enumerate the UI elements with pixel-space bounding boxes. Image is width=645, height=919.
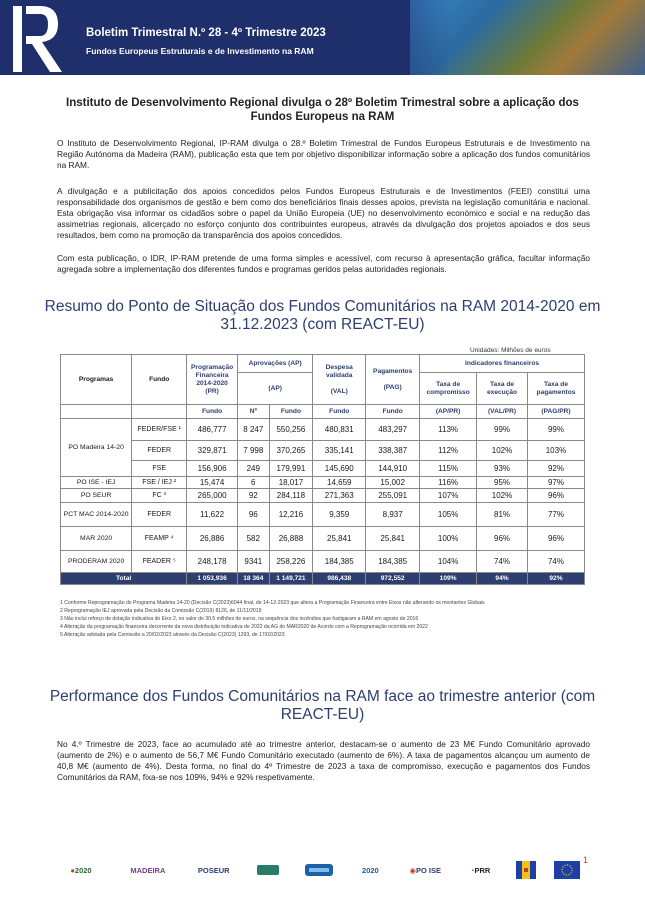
value-cell: 12,216 xyxy=(269,503,313,527)
value-cell: 338,387 xyxy=(366,441,420,461)
value-cell: 335,141 xyxy=(313,441,366,461)
fund-cell: FEADER ⁵ xyxy=(132,551,187,573)
bulletin-subtitle: Fundos Europeus Estruturais e de Investimento na RAM xyxy=(86,46,314,56)
program-cell: MAR 2020 xyxy=(61,527,132,551)
prr-logo-icon: ◔ PRR xyxy=(469,865,491,875)
table-row xyxy=(61,461,585,477)
value-cell: 248,178 xyxy=(187,551,238,573)
footnote: 4 Alteração da programação financeira decorrente da nova distribuição indicativa de 2022 da AG do MAR2020 de Acordo com a Reprogramação ocorrida em 2022 xyxy=(60,624,428,630)
value-cell: 11,622 xyxy=(187,503,238,527)
value-cell: 8 247 xyxy=(238,419,270,441)
table-total-row: Total 1 053,936 18 364 1 149,721 986,438 972,552 109% 94% 92% xyxy=(61,573,585,585)
col-fundo: Fundo xyxy=(132,355,187,405)
proderam-logo-icon xyxy=(302,860,336,880)
value-cell: 9,359 xyxy=(313,503,366,527)
value-cell: 25,841 xyxy=(366,527,420,551)
value-cell: 95% xyxy=(477,477,528,489)
poseur-logo-icon: POSEUR xyxy=(197,865,230,875)
value-cell: 104% xyxy=(420,551,477,573)
col-indicadores: Indicadores financeiros xyxy=(420,355,585,373)
value-cell: 115% xyxy=(420,461,477,477)
fund-cell: FEDER xyxy=(132,441,187,461)
footnote: 1 Conforme Reprogramação do Programa Madeira 14-20 (Decisão C(2023)6044 final, de 14-12-2023 que altera a Programação Financeira entre Eixos não alterando os montantes Globais xyxy=(60,600,485,606)
value-cell: 74% xyxy=(477,551,528,573)
value-cell: 26,888 xyxy=(269,527,313,551)
col-programacao: Programação Financeira 2014-2020 (PR) xyxy=(187,355,238,405)
value-cell: 96% xyxy=(527,527,584,551)
units-label: Unidades: Milhões de euros xyxy=(470,347,551,354)
value-cell: 96% xyxy=(527,489,584,503)
value-cell: 184,385 xyxy=(313,551,366,573)
program-cell: PRODERAM 2020 xyxy=(61,551,132,573)
value-cell: 103% xyxy=(527,441,584,461)
header-banner xyxy=(0,0,645,75)
value-cell: 92 xyxy=(238,489,270,503)
footnote: 5 Alteração adotada pela Comissão a 20/02/2023 através da Decisão C(2023) 1293, de 17/02/2023 xyxy=(60,632,285,638)
value-cell: 107% xyxy=(420,489,477,503)
page-number: 1 xyxy=(583,855,589,865)
value-cell: 156,906 xyxy=(187,461,238,477)
value-cell: 7 998 xyxy=(238,441,270,461)
value-cell: 271,363 xyxy=(313,489,366,503)
programme-logo-icon xyxy=(251,860,285,880)
value-cell: 370,265 xyxy=(269,441,313,461)
value-cell: 100% xyxy=(420,527,477,551)
fund-cell: FSE xyxy=(132,461,187,477)
fund-cell: FSE / IEJ ² xyxy=(132,477,187,489)
table-row xyxy=(61,477,585,489)
col-aprovacoes-sub: (AP) xyxy=(238,373,313,405)
value-cell: 486,777 xyxy=(187,419,238,441)
value-cell: 102% xyxy=(477,489,528,503)
table-row xyxy=(61,551,585,573)
table-row xyxy=(61,503,585,527)
footnote: 2 Reprogramação IEJ aprovada pela Decisão da Comissão C(2019) 8126, de 11/11/2019 xyxy=(60,608,262,614)
value-cell: 25,841 xyxy=(313,527,366,551)
footer-logos xyxy=(60,857,580,883)
program-cell: PO Madeira 14-20 xyxy=(61,419,132,477)
madeira-flag-icon xyxy=(515,860,537,880)
value-cell: 284,118 xyxy=(269,489,313,503)
value-cell: 97% xyxy=(527,477,584,489)
program-cell: PO SEUR xyxy=(61,489,132,503)
table-row xyxy=(61,419,585,441)
value-cell: 9341 xyxy=(238,551,270,573)
col-pagamentos: Pagamentos (PAG) xyxy=(366,355,420,405)
eu-flag-icon xyxy=(554,860,580,880)
page-title: Instituto de Desenvolvimento Regional divulga o 28º Boletim Trimestral sobre a aplicação dos Fundos Europeus na RAM xyxy=(66,97,579,123)
performance-section-title: Performance dos Fundos Comunitários na RAM face ao trimestre anterior (com REACT-EU) xyxy=(49,688,596,723)
bulletin-title: Boletim Trimestral N.º 28 - 4º Trimestre 2023 xyxy=(86,27,326,39)
value-cell: 77% xyxy=(527,503,584,527)
value-cell: 96 xyxy=(238,503,270,527)
value-cell: 96% xyxy=(477,527,528,551)
value-cell: 112% xyxy=(420,441,477,461)
value-cell: 582 xyxy=(238,527,270,551)
value-cell: 329,871 xyxy=(187,441,238,461)
value-cell: 265,000 xyxy=(187,489,238,503)
value-cell: 8,937 xyxy=(366,503,420,527)
purpose-paragraph: Com esta publicação, o IDR, IP-RAM pretende de uma forma simples e acessível, com recurso à apresentação gráfica, facultar informação agregada sobre a implementação dos diferentes fundos e programas geridos pelas autoridades regionais. xyxy=(57,253,590,274)
value-cell: 144,910 xyxy=(366,461,420,477)
col-taxa-pagamentos: Taxa de pagamentos xyxy=(527,373,584,405)
col-programas: Programas xyxy=(61,355,132,405)
value-cell: 93% xyxy=(477,461,528,477)
madeira-logo-icon: MADEIRA xyxy=(130,865,166,875)
mar-2020-logo-icon: 2020 xyxy=(362,865,379,875)
fund-cell: FEAMP ⁴ xyxy=(132,527,187,551)
table-row xyxy=(61,441,585,461)
value-cell: 102% xyxy=(477,441,528,461)
fund-cell: FEDER/FSE ¹ xyxy=(132,419,187,441)
value-cell: 480,831 xyxy=(313,419,366,441)
value-cell: 550,256 xyxy=(269,419,313,441)
value-cell: 483,297 xyxy=(366,419,420,441)
idr-logo-icon xyxy=(0,0,78,75)
value-cell: 18,017 xyxy=(269,477,313,489)
value-cell: 105% xyxy=(420,503,477,527)
value-cell: 249 xyxy=(238,461,270,477)
fund-cell: FEDER xyxy=(132,503,187,527)
fund-cell: FC ³ xyxy=(132,489,187,503)
value-cell: 26,886 xyxy=(187,527,238,551)
value-cell: 99% xyxy=(477,419,528,441)
value-cell: 179,991 xyxy=(269,461,313,477)
table-footnotes xyxy=(60,599,600,639)
value-cell: 258,226 xyxy=(269,551,313,573)
value-cell: 74% xyxy=(527,551,584,573)
value-cell: 6 xyxy=(238,477,270,489)
program-cell: PO ISE - IEJ xyxy=(61,477,132,489)
value-cell: 14,659 xyxy=(313,477,366,489)
table-row xyxy=(61,527,585,551)
value-cell: 145,690 xyxy=(313,461,366,477)
footnote: 3 Não inclui reforço de dotação indicativa do Eixo 2, no valor de 30.5 milhões de euros, na sequência dos incêndios que fustigaram a RAM em agosto de 2016 xyxy=(60,616,419,622)
value-cell: 116% xyxy=(420,477,477,489)
program-cell: PCT MAC 2014-2020 xyxy=(61,503,132,527)
funds-summary-table: Programas Fundo Programação Financeira 2014-2020 (PR) Aprovações (AP) Despesa validada (VAL) Pagamentos (PAG) Indicadores financeiros (AP) Taxa de compromisso Taxa de execução Taxa de pagamentos Fundo Nº Fundo Fundo Fundo (AP/PR) (VAL/PR) (PAG/PR) PO Madeira 14-20 FEDER/FSE ¹ 486,777 8 247 550,256 480,831 483,297 113% 99% 99% FEDER 329,871 7 998 370,265 335,141 338,387 112% 102% 103% FSE 156,906 249 179,991 145,690 144,910 115% 93% 92% PO ISE - IEJ FSE / IEJ ² 15,474 6 18,017 14,659 15,002 116% 95% 97% PO SEUR FC ³ 265,000 92 284,118 271,363 255,091 107% 102% 96% PCT MAC 2014-2020 FEDER 11,622 96 12,216 9,359 8,937 105% 81% 77% MAR 2020 FEAMP ⁴ 26,886 582 26,888 25,841 25,841 100% 96% 96% PRODERAM 2020 FEADER ⁵ 248,178 9341 258,226 184,385 184,385 104% 74% 74% Total 1 053,936 18 364 1 149,721 986,438 972,552 109% 94% 92% xyxy=(60,354,585,585)
summary-section-title: Resumo do Ponto de Situação dos Fundos Comunitários na RAM 2014-2020 em 31.12.2023 (com REACT-EU) xyxy=(44,298,601,333)
col-aprovacoes: Aprovações (AP) xyxy=(238,355,313,373)
table-row xyxy=(61,489,585,503)
table-body xyxy=(61,419,585,573)
portugal-2020-logo-icon: ● 2020 xyxy=(70,865,92,875)
value-cell: 92% xyxy=(527,461,584,477)
value-cell: 81% xyxy=(477,503,528,527)
value-cell: 99% xyxy=(527,419,584,441)
value-cell: 184,385 xyxy=(366,551,420,573)
col-despesa: Despesa validada (VAL) xyxy=(313,355,366,405)
value-cell: 113% xyxy=(420,419,477,441)
performance-paragraph: No 4.º Trimestre de 2023, face ao acumulado até ao trimestre anterior, destacam-se o aumento de 23 M€ Fundo Comunitário aprovado (aumento de 2%) e o aumento de 56,7 M€ Fundo Comunitário executado (aumento de 6%). A taxa de pagamentos alcançou um aumento de 40,8 M€ (aumento de 4%). Desta forma, no final do 4º Trimestre de 2023 a taxa de compromisso, execução e pagamentos dos Fundos Comunitários da RAM, fixa-se nos 109%, 94% e 92% respetivamente. xyxy=(57,739,590,782)
col-taxa-execucao: Taxa de execução xyxy=(477,373,528,405)
col-taxa-compromisso: Taxa de compromisso xyxy=(420,373,477,405)
intro-paragraph: O Instituto de Desenvolvimento Regional, IP-RAM divulga o 28.º Boletim Trimestral de Fundos Europeus Estruturais e de Investimento na Região Autónoma da Madeira (RAM), publicação esta que tem por objetivo disponibilizar informação sobre a aplicação dos fundos comunitários na RAM. xyxy=(57,138,590,170)
value-cell: 15,002 xyxy=(366,477,420,489)
value-cell: 15,474 xyxy=(187,477,238,489)
po-ise-logo-icon: ◉ PO ISE xyxy=(409,865,442,875)
value-cell: 255,091 xyxy=(366,489,420,503)
disclosure-paragraph: A divulgação e a publicitação dos apoios concedidos pelos Fundos Europeus Estruturais e de Investimentos (FEEI) constitui uma responsabilidade dos organismos de gestão e bem como dos beneficiários finais desses apoios, prevista na legislação comunitária e nacional. Esta obrigação visa informar os cidadãos sobre o papel da União Europeia (UE) no desenvolvimento económico e social e na redução das assimetrias regionais, alicerçado no esforço conjunto dos contribuintes europeus, através da divulgação dos projetos apoiados e dos seus resultados, bem como na promoção da transparência dos apoios concedidos. xyxy=(57,186,590,240)
